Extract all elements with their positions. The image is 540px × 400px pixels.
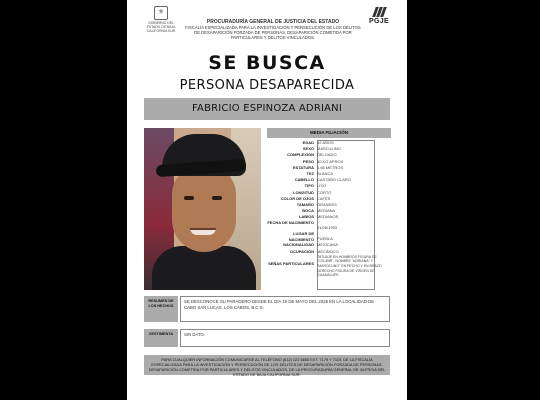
filiation-value: CAFÉS: [317, 195, 331, 201]
filiation-rows: [267, 140, 391, 280]
filiation-row: [267, 231, 391, 242]
filiation-value: MEDIANOS: [317, 214, 339, 220]
filiation-value: GRANDES: [317, 201, 337, 207]
filiation-label: TEZ: [306, 170, 314, 176]
summary-text: SE DESCONOCE SU PARADERO DESDE EL DÍA 10 DE MAYO DEL 2025 EN LA LOCALIDAD DE CABO SAN LUCAS, LOS CABOS, B.C.S.: [180, 296, 390, 322]
filiation-label: OCUPACIÓN: [289, 248, 314, 254]
header-title: PROCURADURÍA GENERAL DE JUSTICIA DEL ESTADO: [206, 19, 340, 25]
contact-footer: PARA CUALQUIER INFORMACIÓN COMUNICARSE AL TELÉFONO (612) 122 6655 EXT. 7179 Y 7119, DE LA FISCALÍA ESPECIALIZADA PARA LA INVESTIGACIÓN Y PERSECUCIÓN DE LOS DELITOS DE DESAPARICIÓN FORZADA DE PERSONAS, DESAPARICIÓN COMETIDA POR PARTICULARES Y DELITOS VINCULADOS, DE LA PROCURADURÍA GENERAL DE JUSTICIA DEL ESTADO DE BAJA CALIFORNIA SUR.: [144, 355, 390, 375]
filiation-label: COLOR DE OJOS: [280, 195, 314, 201]
filiation-value: MASCULINO: [317, 146, 341, 152]
filiation-label: PESO: [302, 158, 314, 164]
header-subtitle: FISCALÍA ESPECIALIZADA PARA LA INVESTIGACIÓN Y PERSECUCIÓN DE LOS DELITOS DE DESAPARICIÓN FORZADA DE PERSONAS, DESAPARICIÓN COMETIDA POR PARTICULARES Y DELITOS VINCULADOS.: [185, 25, 361, 40]
filiation-heading: MEDIA FILIACIÓN: [267, 128, 391, 138]
filiation-row: [267, 255, 391, 280]
filiation-label: SEÑAS PARTICULARES: [268, 260, 314, 266]
person-photo: [144, 128, 261, 290]
missing-person-poster: [127, 0, 407, 400]
pgje-logo-text: PGJE: [369, 18, 389, 25]
filiation-label: LABIOS: [298, 214, 314, 220]
summary-label: RESUMEN DE LOS HECHOS: [144, 296, 178, 322]
filiation-label: TAMAÑO: [296, 201, 314, 207]
filiation-value: LISO: [317, 183, 327, 189]
filiation-label: NACIONALIDAD: [283, 242, 314, 248]
state-seal-icon: ⚜: [154, 6, 168, 20]
filiation-label: SEXO: [302, 146, 314, 152]
headline: SE BUSCA: [208, 52, 326, 74]
filiation-value: TATUAJE EN HOMBROS FIGURA DE "COLIBRÍ", NOMBRE "ADRIANA" Y "MARCELINO" EN PECHO Y EN BRAZO DERECHO FIGURA DE VIRGEN DE GUADALUPE.: [317, 254, 382, 278]
subheadline: PERSONA DESAPARECIDA: [179, 78, 355, 93]
header-title-block: [183, 20, 363, 40]
filiation-value: 21/08/1993: [317, 225, 338, 231]
filiation-label: COMPLEXIÓN: [287, 152, 314, 158]
filiation-label: TIPO: [304, 183, 314, 189]
filiation-value: 32 AÑOS: [317, 140, 334, 145]
state-government-logo: [143, 6, 179, 33]
pgje-mark-icon: [372, 6, 386, 18]
filiation-value: BLANCA: [317, 170, 334, 176]
filiation-value: MEDIANA: [317, 208, 336, 214]
filiation-row: [267, 220, 391, 231]
filiation-value: 1.65 METROS: [317, 164, 344, 170]
clothing-text: SIN DATO.: [180, 329, 390, 347]
clothing-label: VESTIMENTA: [144, 329, 178, 347]
filiation-label: CABELLO: [294, 177, 314, 183]
filiation-label: LONGITUD: [293, 189, 314, 195]
filiation-value: CORTO: [317, 189, 332, 195]
filiation-label: FECHA DE NACIMIENTO: [267, 220, 314, 226]
state-government-caption: GOBIERNO DEL ESTADO DE BAJA CALIFORNIA SUR: [146, 21, 176, 33]
filiation-value: PUEBLA: [317, 236, 333, 242]
filiation-label: LUGAR DE NACIMIENTO: [288, 231, 314, 242]
filiation-value: 60 KG APROX: [317, 158, 344, 164]
person-name: FABRICIO ESPINOZA ADRIANI: [144, 98, 390, 120]
filiation-value: DELGADO: [317, 152, 337, 158]
filiation-value: MEXICANA: [317, 242, 338, 248]
filiation-label: BOCA: [302, 208, 314, 214]
pgje-logo: [365, 6, 393, 25]
filiation-table: [267, 128, 391, 290]
poster-header: [127, 0, 407, 46]
filiation-value: MECÁNICO: [317, 248, 339, 254]
filiation-value: CASTAÑO CLARO: [317, 177, 351, 183]
filiation-label: EDAD: [302, 140, 314, 145]
filiation-label: ESTATURA: [292, 164, 314, 170]
